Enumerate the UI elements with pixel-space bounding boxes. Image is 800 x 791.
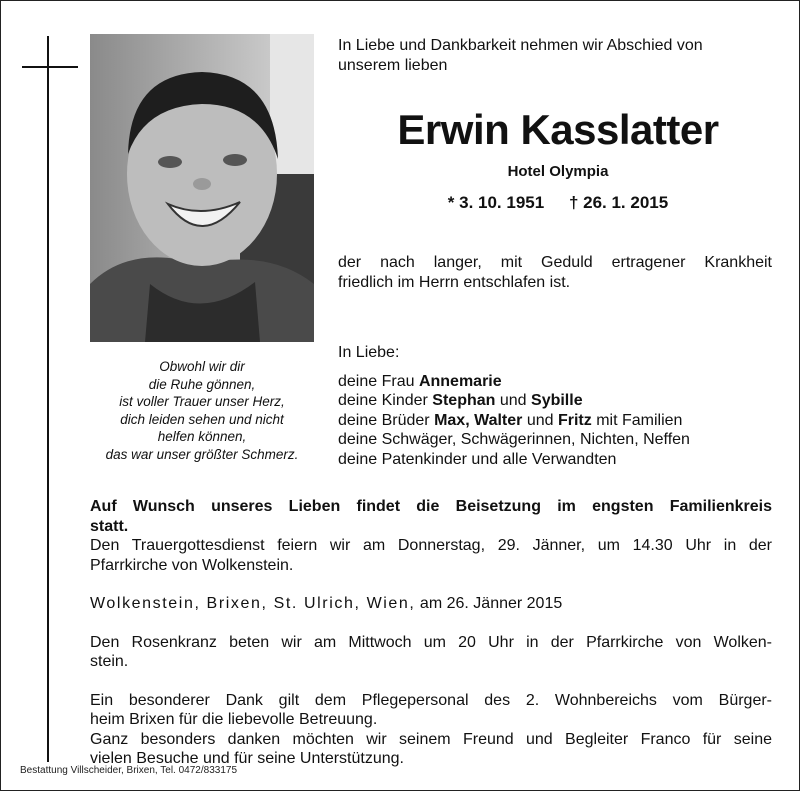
notice-date: am 26. Jänner 2015 <box>415 595 563 612</box>
birth-date: * 3. 10. 1951 <box>447 193 545 212</box>
mourner-name: Max, Walter <box>434 411 523 429</box>
thanks-line: heim Brixen für die liebevolle Betreuung. <box>90 711 378 728</box>
cross-icon <box>47 36 49 762</box>
mourner-label: deine Frau <box>338 372 419 390</box>
burial-line: statt. <box>90 517 129 535</box>
poem-line: die Ruhe gönnen, <box>148 376 256 392</box>
mourner-inlaws: deine Schwäger, Schwägerinnen, Nichten, Neffen <box>338 431 690 448</box>
mourner-godchildren: deine Patenkinder und alle Verwandten <box>338 450 617 468</box>
thanks-line: vielen Besuche und für seine Unterstützung. <box>90 750 404 767</box>
poem-line: helfen können, <box>157 429 247 444</box>
poem-line: Obwohl wir dir <box>159 359 245 374</box>
mourners-list <box>338 343 778 469</box>
mourner-name: Fritz <box>557 411 592 429</box>
intro-line: unserem lieben <box>338 57 448 74</box>
mourner-conj: und <box>495 392 532 409</box>
mass-line: Pfarrkirche von Wolkenstein. <box>90 556 294 574</box>
notice-body <box>90 497 772 769</box>
mourner-name: Sybille <box>531 392 583 409</box>
mourner-conj: und <box>522 411 558 429</box>
death-date: † 26. 1. 2015 <box>568 193 669 212</box>
intro-text <box>338 36 778 76</box>
place-names: Wolkenstein, Brixen, St. Ulrich, Wien, <box>90 595 416 612</box>
rosary-line: Den Rosenkranz beten wir am Mittwoch um 20 Uhr in der Pfarrkirche von Wolken- <box>90 633 772 651</box>
burial-line: Auf Wunsch unseres Lieben findet die Beisetzung im engsten Familienkreis <box>90 498 772 515</box>
cross-icon-bar <box>22 66 78 68</box>
intro-line: In Liebe und Dankbarkeit nehmen wir Abschied von <box>338 37 703 54</box>
illness-line: der nach langer, mit Geduld ertragener Krankheit <box>338 254 772 271</box>
rosary-line: stein. <box>90 653 129 670</box>
poem-line: ist voller Trauer unser Herz, <box>119 394 285 409</box>
mourners-heading: In Liebe: <box>338 344 400 361</box>
deceased-name: Erwin Kasslatter <box>397 106 719 153</box>
poem-line: dich leiden sehen und nicht <box>120 411 284 427</box>
mourner-wife <box>338 372 778 392</box>
thanks-line: Ein besonderer Dank gilt dem Pflegepersonal des 2. Wohnbereichs vom Bürger- <box>90 691 772 709</box>
poem-line: das war unser größter Schmerz. <box>105 446 299 462</box>
funeral-home-footer: Bestattung Villscheider, Brixen, Tel. 0472/833175 <box>20 765 238 776</box>
mourner-label: mit Familien <box>591 411 683 429</box>
deceased-subtitle: Hotel Olympia <box>507 163 609 180</box>
mourner-brothers <box>338 411 778 431</box>
portrait-photo <box>90 34 314 342</box>
life-dates <box>338 193 778 213</box>
mourner-children <box>338 391 778 411</box>
place-date <box>90 594 772 614</box>
thanks-line: Ganz besonders danken möchten wir seinem Freund und Begleiter Franco für seine <box>90 730 772 748</box>
mass-line: Den Trauergottesdienst feiern wir am Donnerstag, 29. Jänner, um 14.30 Uhr in der <box>90 537 772 554</box>
mourner-name: Stephan <box>432 392 496 409</box>
illness-text <box>338 253 772 293</box>
mourner-label: deine Kinder <box>338 392 433 409</box>
poem <box>86 358 318 463</box>
mourner-name: Annemarie <box>418 372 502 390</box>
illness-line: friedlich im Herrn entschlafen ist. <box>338 274 571 291</box>
mourner-label: deine Brüder <box>338 411 435 429</box>
